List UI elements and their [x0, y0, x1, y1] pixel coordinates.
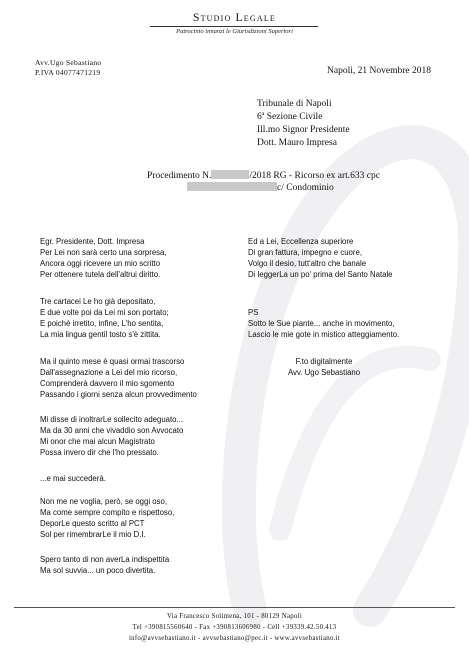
stanza — [40, 236, 167, 280]
recipient-line: Tribunale di Napoli — [257, 99, 332, 109]
verse-line: Ed a Lei, Eccellenza superiore — [248, 237, 354, 246]
postscript — [248, 307, 399, 340]
vat-number: P.IVA 04077471219 — [35, 68, 101, 77]
verse-line: Non me ne voglia, però, se oggi oso, — [40, 497, 167, 506]
verse-line: E due volte poi da Lei mi son portato; — [40, 308, 169, 318]
verse-line: Ma sol suvvia... un poco divertita. — [40, 566, 156, 576]
footer-address: Via Francesco Solimena, 101 - 80129 Napoli — [166, 613, 303, 620]
footer-divider — [14, 607, 455, 608]
studio-name: Studio Legale — [193, 12, 276, 24]
verse-line: Mi disse di inoltrarLe sollecito adeguato... — [40, 415, 184, 424]
verse-line: La mia lingua gentil tosto s'è zittita. — [40, 330, 161, 340]
verse-line: Sotto le Sue piante... anche in movimento, — [248, 319, 395, 329]
stanza — [40, 473, 106, 484]
verse-line: Spero tanto di non averLa indispettita — [40, 555, 170, 564]
verse-line: DeporLe questo scritto al PCT — [40, 519, 145, 529]
verse-line: Passando i giorni senza alcun provvedimento — [40, 390, 197, 400]
verse-line: Volgo il desio, tutt'altro che banale — [248, 259, 367, 269]
footer-contacts: info@avvsebastiano.it - avvsebastiano@pec.it - www.avvsebastiano.it — [128, 635, 341, 642]
header-divider — [150, 26, 318, 27]
verse-line: Per Lei non sarà certo una sorpresa, — [40, 248, 167, 258]
signature-line: Avv. Ugo Sebastiano — [288, 368, 361, 378]
verse-line: Ma come sempre compito e rispettoso, — [40, 508, 175, 518]
verse-line: Sol per rimembrarLe il mio D.I. — [40, 530, 146, 540]
verse-line: Comprenderà davvero il mio sgomento — [40, 379, 175, 389]
verse-line: Mi onor che mai alcun Magistrato — [40, 437, 155, 447]
stanza — [40, 554, 169, 576]
verse-line: Per ottenere tutela dell'altrui diritto. — [40, 270, 161, 280]
stanza — [40, 356, 197, 400]
verse-line: E poiché irretito, infine, L'ho sentita, — [40, 319, 164, 329]
stanza — [248, 236, 393, 280]
verse-line: ...e mai succederà. — [40, 474, 106, 483]
footer-phones: Tel +390815560640 - Fax +390813606980 - Cell +39339.42.50.413 — [132, 624, 337, 631]
verse-line: Di leggerLa un po' prima del Santo Natale — [248, 270, 393, 280]
verse-line: Dall'assegnazione a Lei del mio ricorso, — [40, 368, 178, 378]
subject-line-2 — [187, 182, 334, 193]
verse-line: PS — [248, 308, 259, 317]
verse-line: Ancora oggi ricevere un mio scritto — [40, 259, 161, 269]
subject-line2-suffix: c/ Condominio — [277, 183, 334, 193]
stanza — [40, 496, 174, 540]
subject-suffix: /2018 RG - Ricorso ex art.633 cpc — [249, 171, 380, 181]
recipient-line: Dott. Mauro Impresa — [257, 138, 337, 148]
place-date: Napoli, 21 Novembre 2018 — [327, 66, 431, 76]
subject-line-1 — [147, 170, 380, 181]
verse-line: Ma il quinto mese è quasi ormai trascorso — [40, 357, 185, 366]
recipient-block — [257, 98, 350, 150]
studio-subtitle: Patrocinio innanzi le Giurisdizioni Superiori — [176, 28, 293, 35]
verse-line: Lascio le mie gote in mistico atteggiamento. — [248, 330, 400, 340]
signature-line: F.to digitalmente — [295, 357, 353, 366]
stanza — [40, 296, 169, 340]
verse-line: Tre cartacei Le ho già depositato, — [40, 297, 156, 306]
verse-line: Egr. Presidente, Dott. Impresa — [40, 237, 145, 246]
stanza — [40, 414, 183, 458]
verse-line: Ma da 30 anni che vivaddio son Avvocato — [40, 426, 184, 436]
lawyer-name: Avv.Ugo Sebastiano — [35, 58, 102, 67]
redacted-number — [211, 170, 249, 179]
recipient-line: Ill.mo Signor Presidente — [257, 125, 350, 135]
verse-line: Possa invero dir che l'ho pressato. — [40, 448, 159, 458]
redacted-party — [187, 182, 277, 191]
recipient-line: 6ª Sezione Civile — [257, 112, 323, 122]
subject-prefix: Procedimento N. — [147, 171, 212, 181]
verse-line: Di gran fattura, impegno e cuore, — [248, 248, 362, 258]
signature-block — [288, 356, 360, 378]
